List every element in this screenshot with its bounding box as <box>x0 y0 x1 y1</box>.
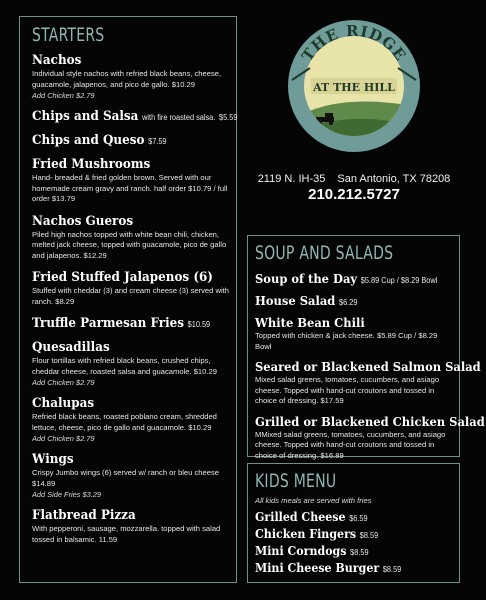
kids-menu-panel <box>247 463 460 583</box>
item-desc: Flour tortillas with refried black beans, crushed chips, cheddar cheese, roasted salsa and guacamole. $10.29 <box>32 356 217 376</box>
kids-title: KIDS MENU <box>255 470 337 492</box>
menu-item-nachos <box>32 53 236 100</box>
item-name: Grilled Cheese $6.59 <box>255 510 368 524</box>
item-name: Quesadillas <box>32 340 110 355</box>
menu-item-chalupas <box>32 396 236 443</box>
city: San Antonio, TX 78208 <box>337 173 451 185</box>
item-name: Mini Cheese Burger $8.59 <box>255 561 402 575</box>
menu-item-chicken-salad <box>255 413 485 462</box>
menu-item-stuffed-jalapenos <box>32 270 236 307</box>
item-addon: Add Side Fries $3.29 <box>32 490 102 499</box>
item-name: Chips and Salsa with fire roasted salsa. $5.59 <box>32 109 238 124</box>
menu-item-truffle-fries <box>32 316 236 331</box>
phone-number: 210.212.5727 <box>308 186 400 203</box>
item-addon: Add Chicken $2.79 <box>32 434 95 443</box>
menu-item-white-bean-chili <box>255 315 459 352</box>
menu-item-nachos-gueros <box>32 214 236 262</box>
item-desc: Topped with chicken & jack cheese. $5.89 Cup / $8.29 Bowl <box>255 331 438 351</box>
menu-item-quesadillas <box>32 340 236 387</box>
item-name: Wings <box>32 452 74 467</box>
menu-item-chicken-fingers <box>255 527 459 541</box>
kids-note: All kids meals are served with fries <box>255 496 372 505</box>
item-name: House Salad $6.29 <box>255 293 358 308</box>
address <box>248 173 460 185</box>
item-name: Seared or Blackened Salmon Salad <box>255 359 481 374</box>
starters-panel <box>19 16 237 583</box>
soups-title: SOUP AND SALADS <box>255 242 394 264</box>
menu-item-flatbread-pizza <box>32 508 236 545</box>
the-ridge-logo <box>286 18 422 154</box>
item-name: Chips and Queso $7.59 <box>32 133 167 148</box>
item-desc: MMixed salad greens, tomatoes, cucumbers, and asiago cheese. Topped with hand-cut croutons and tossed in choice of dressing. $16.89 <box>255 429 446 460</box>
item-addon: Add Chicken $2.79 <box>32 91 95 100</box>
item-desc: With pepperoni, sausage, mozzarella. topped with salad tossed in balsamic. 11.59 <box>32 524 221 544</box>
menu-item-wings <box>32 452 236 499</box>
item-name: Grilled or Blackened Chicken Salad <box>255 413 485 429</box>
menu-item-mini-cheese-burger <box>255 561 459 575</box>
menu-item-mini-corndogs <box>255 544 459 558</box>
item-desc: Individual style nachos with refried black beans, cheese, guacamole, jalapenos, and pico de gallo. $10.29 <box>32 69 222 89</box>
item-desc: Refried black beans, roasted poblano cream, shredded lettuce, cheese, pico de gallo and guacamole. $10.29 <box>32 412 217 432</box>
logo-line1: THE RIDGE <box>298 21 410 65</box>
item-name: Nachos <box>32 53 82 68</box>
menu-item-fried-mushrooms <box>32 157 236 205</box>
item-name: Chicken Fingers $8.59 <box>255 527 379 541</box>
menu-item-house-salad <box>255 293 459 308</box>
soup-salads-panel <box>247 235 485 460</box>
item-desc: Stuffed with cheddar (3) and cream cheese (3) served with ranch. $8.29 <box>32 286 229 306</box>
item-desc: Crispy Jumbo wings (6) served w/ ranch or bleu cheese $14.89 <box>32 468 219 488</box>
item-name: Fried Stuffed Jalapenos (6) <box>32 270 213 285</box>
item-desc: Mixed salad greens, tomatoes, cucumbers, and asiago cheese. Topped with hand-cut croutons and tossed in choice of dressing. $17.59 <box>255 375 440 405</box>
menu-item-soup-of-day <box>255 271 459 286</box>
item-name: Fried Mushrooms <box>32 157 151 172</box>
item-name: Truffle Parmesan Fries $10.59 <box>32 316 211 331</box>
item-desc: Hand- breaded & fried golden brown. Served with our homemade cream gravy and ranch. half order $10.79 / full order $13.79 <box>32 173 228 203</box>
menu-item-grilled-cheese <box>255 510 459 524</box>
starters-title: STARTERS <box>32 24 105 46</box>
item-name: Flatbread Pizza <box>32 508 136 523</box>
item-name: Nachos Gueros <box>32 213 134 229</box>
street: 2119 N. IH-35 <box>257 173 326 185</box>
item-name: Soup of the Day $5.89 Cup / $8.29 Bowl <box>255 271 438 286</box>
menu-item-chips-queso <box>32 133 236 148</box>
logo-line2: AT THE HILL <box>313 81 395 94</box>
item-name: Mini Corndogs $8.59 <box>255 544 369 558</box>
item-name: White Bean Chili <box>255 315 365 330</box>
item-name: Chalupas <box>32 396 95 411</box>
item-addon: Add Chicken $2.79 <box>32 378 95 387</box>
menu-item-salmon-salad <box>255 359 481 407</box>
item-desc: Piled high nachos topped with white bean chili, chicken, melted jack cheese, topped with guacamole, pico de gallo and jalapenos. $12.29 <box>32 229 227 260</box>
menu-item-chips-salsa <box>32 109 236 124</box>
